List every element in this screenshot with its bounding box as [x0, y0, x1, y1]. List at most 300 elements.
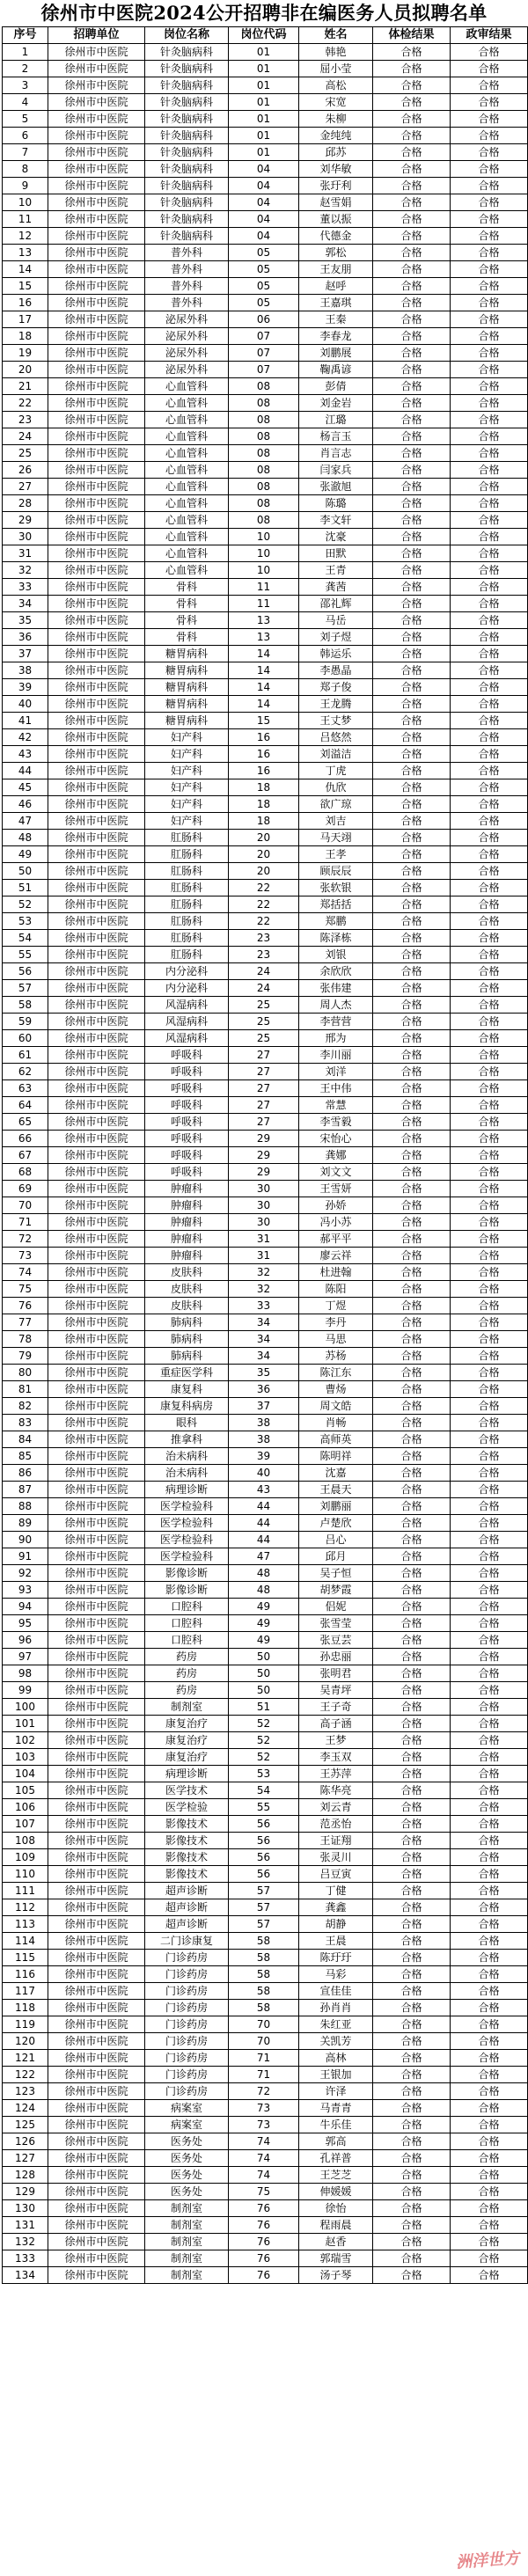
cell-political-result: 合格	[451, 2100, 528, 2117]
cell-position-name: 泌尿外科	[145, 328, 229, 345]
table-row	[3, 980, 528, 997]
cell-medical-result: 合格	[373, 1933, 451, 1950]
cell-political-result: 合格	[451, 1264, 528, 1281]
cell-political-result: 合格	[451, 1933, 528, 1950]
cell-position-name: 肺病科	[145, 1314, 229, 1331]
cell-medical-result: 合格	[373, 1548, 451, 1565]
cell-unit: 徐州市中医院	[48, 61, 145, 77]
cell-position-name: 治未病科	[145, 1465, 229, 1482]
cell-position-name: 医务处	[145, 2133, 229, 2150]
table-row	[3, 44, 528, 61]
cell-index: 91	[3, 1548, 48, 1565]
cell-position-name: 妇产科	[145, 746, 229, 763]
table-row	[3, 1248, 528, 1264]
table-row	[3, 1615, 528, 1632]
table-row	[3, 428, 528, 445]
header-position-code: 岗位代码	[229, 27, 299, 44]
cell-position-name: 口腔科	[145, 1599, 229, 1615]
cell-position-code: 38	[229, 1415, 299, 1431]
cell-name: 郑括括	[299, 896, 373, 913]
cell-index: 105	[3, 1782, 48, 1799]
cell-medical-result: 合格	[373, 2050, 451, 2067]
cell-name: 郝平平	[299, 1231, 373, 1248]
cell-unit: 徐州市中医院	[48, 111, 145, 128]
cell-index: 109	[3, 1849, 48, 1866]
cell-index: 115	[3, 1950, 48, 1966]
cell-unit: 徐州市中医院	[48, 1331, 145, 1348]
cell-medical-result: 合格	[373, 2016, 451, 2033]
cell-political-result: 合格	[451, 729, 528, 746]
cell-unit: 徐州市中医院	[48, 178, 145, 194]
cell-medical-result: 合格	[373, 562, 451, 579]
cell-position-name: 制剂室	[145, 1699, 229, 1716]
cell-index: 81	[3, 1381, 48, 1398]
cell-medical-result: 合格	[373, 1465, 451, 1482]
cell-index: 1	[3, 44, 48, 61]
cell-medical-result: 合格	[373, 1064, 451, 1080]
table-row	[3, 2033, 528, 2050]
cell-political-result: 合格	[451, 311, 528, 328]
cell-unit: 徐州市中医院	[48, 813, 145, 830]
cell-position-code: 56	[229, 1816, 299, 1833]
cell-position-name: 针灸脑病科	[145, 128, 229, 144]
cell-position-name: 心血管科	[145, 479, 229, 495]
cell-unit: 徐州市中医院	[48, 930, 145, 947]
cell-unit: 徐州市中医院	[48, 796, 145, 813]
cell-name: 王孝	[299, 846, 373, 863]
cell-index: 10	[3, 194, 48, 211]
cell-name: 丁健	[299, 1883, 373, 1899]
table-row	[3, 1231, 528, 1248]
cell-unit: 徐州市中医院	[48, 1314, 145, 1331]
cell-political-result: 合格	[451, 1181, 528, 1197]
cell-medical-result: 合格	[373, 2167, 451, 2184]
cell-unit: 徐州市中医院	[48, 729, 145, 746]
cell-political-result: 合格	[451, 1047, 528, 1064]
cell-index: 12	[3, 228, 48, 245]
cell-position-code: 72	[229, 2083, 299, 2100]
cell-political-result: 合格	[451, 1331, 528, 1348]
cell-unit: 徐州市中医院	[48, 1983, 145, 2000]
cell-name: 王晨	[299, 1933, 373, 1950]
cell-position-code: 76	[229, 2217, 299, 2234]
cell-position-code: 07	[229, 345, 299, 362]
cell-political-result: 合格	[451, 1782, 528, 1799]
cell-political-result: 合格	[451, 612, 528, 629]
cell-political-result: 合格	[451, 2033, 528, 2050]
cell-name: 张雪莹	[299, 1615, 373, 1632]
cell-index: 107	[3, 1816, 48, 1833]
cell-position-name: 针灸脑病科	[145, 178, 229, 194]
cell-position-name: 制剂室	[145, 2267, 229, 2284]
cell-political-result: 合格	[451, 211, 528, 228]
cell-name: 闫家兵	[299, 462, 373, 479]
cell-name: 余欣欣	[299, 963, 373, 980]
cell-position-code: 04	[229, 228, 299, 245]
cell-medical-result: 合格	[373, 612, 451, 629]
cell-medical-result: 合格	[373, 1314, 451, 1331]
cell-name: 仇欣	[299, 779, 373, 796]
cell-name: 龚娜	[299, 1147, 373, 1164]
cell-name: 王友朋	[299, 261, 373, 278]
table-row	[3, 2250, 528, 2267]
table-row	[3, 378, 528, 395]
cell-index: 42	[3, 729, 48, 746]
cell-unit: 徐州市中医院	[48, 245, 145, 261]
cell-position-name: 呼吸科	[145, 1147, 229, 1164]
header-unit: 招聘单位	[48, 27, 145, 44]
table-row	[3, 345, 528, 362]
cell-unit: 徐州市中医院	[48, 1649, 145, 1665]
table-row	[3, 1131, 528, 1147]
cell-political-result: 合格	[451, 479, 528, 495]
cell-index: 94	[3, 1599, 48, 1615]
cell-unit: 徐州市中医院	[48, 1064, 145, 1080]
cell-index: 17	[3, 311, 48, 328]
cell-medical-result: 合格	[373, 1749, 451, 1766]
cell-position-name: 肺病科	[145, 1331, 229, 1348]
cell-medical-result: 合格	[373, 111, 451, 128]
cell-political-result: 合格	[451, 1197, 528, 1214]
cell-index: 99	[3, 1682, 48, 1699]
table-row	[3, 1933, 528, 1950]
cell-unit: 徐州市中医院	[48, 1482, 145, 1498]
cell-unit: 徐州市中医院	[48, 997, 145, 1014]
cell-medical-result: 合格	[373, 1983, 451, 2000]
cell-medical-result: 合格	[373, 947, 451, 963]
cell-medical-result: 合格	[373, 1849, 451, 1866]
cell-unit: 徐州市中医院	[48, 1565, 145, 1582]
cell-position-name: 呼吸科	[145, 1114, 229, 1131]
table-row	[3, 2200, 528, 2217]
cell-political-result: 合格	[451, 412, 528, 428]
cell-unit: 徐州市中医院	[48, 1381, 145, 1398]
cell-position-name: 糖胃病科	[145, 696, 229, 713]
cell-index: 35	[3, 612, 48, 629]
cell-position-code: 04	[229, 194, 299, 211]
cell-position-name: 影像诊断	[145, 1582, 229, 1599]
cell-unit: 徐州市中医院	[48, 462, 145, 479]
cell-position-code: 13	[229, 612, 299, 629]
table-row	[3, 1164, 528, 1181]
cell-name: 宣佳佳	[299, 1983, 373, 2000]
cell-position-name: 骨科	[145, 629, 229, 646]
cell-name: 邢为	[299, 1030, 373, 1047]
cell-medical-result: 合格	[373, 779, 451, 796]
cell-index: 11	[3, 211, 48, 228]
cell-name: 李春龙	[299, 328, 373, 345]
cell-position-code: 58	[229, 2000, 299, 2016]
cell-position-code: 75	[229, 2184, 299, 2200]
cell-name: 郭瑞雪	[299, 2250, 373, 2267]
cell-name: 刘吉	[299, 813, 373, 830]
table-row	[3, 228, 528, 245]
cell-medical-result: 合格	[373, 1365, 451, 1381]
cell-unit: 徐州市中医院	[48, 1766, 145, 1782]
cell-medical-result: 合格	[373, 1816, 451, 1833]
cell-unit: 徐州市中医院	[48, 144, 145, 161]
cell-position-name: 针灸脑病科	[145, 144, 229, 161]
cell-position-name: 门诊药房	[145, 2000, 229, 2016]
cell-position-code: 10	[229, 545, 299, 562]
cell-index: 73	[3, 1248, 48, 1264]
cell-position-name: 医学技术	[145, 1782, 229, 1799]
header-medical-result: 体检结果	[373, 27, 451, 44]
cell-position-name: 口腔科	[145, 1615, 229, 1632]
cell-position-code: 56	[229, 1833, 299, 1849]
table-body	[3, 44, 528, 2284]
cell-unit: 徐州市中医院	[48, 94, 145, 111]
cell-political-result: 合格	[451, 1214, 528, 1231]
cell-name: 郑鹏	[299, 913, 373, 930]
cell-position-name: 皮肤科	[145, 1281, 229, 1298]
cell-index: 104	[3, 1766, 48, 1782]
cell-unit: 徐州市中医院	[48, 345, 145, 362]
cell-name: 曹炀	[299, 1381, 373, 1398]
cell-index: 68	[3, 1164, 48, 1181]
cell-unit: 徐州市中医院	[48, 1816, 145, 1833]
cell-position-code: 31	[229, 1248, 299, 1264]
cell-position-name: 心血管科	[145, 529, 229, 545]
cell-position-code: 29	[229, 1131, 299, 1147]
cell-unit: 徐州市中医院	[48, 646, 145, 662]
cell-unit: 徐州市中医院	[48, 445, 145, 462]
cell-index: 19	[3, 345, 48, 362]
cell-medical-result: 合格	[373, 1833, 451, 1849]
table-row	[3, 1699, 528, 1716]
cell-name: 吕悠然	[299, 729, 373, 746]
table-row	[3, 562, 528, 579]
cell-medical-result: 合格	[373, 1331, 451, 1348]
cell-position-code: 14	[229, 679, 299, 696]
table-row	[3, 1782, 528, 1799]
cell-index: 76	[3, 1298, 48, 1314]
cell-position-code: 20	[229, 863, 299, 880]
cell-political-result: 合格	[451, 1899, 528, 1916]
cell-unit: 徐州市中医院	[48, 1699, 145, 1716]
cell-position-code: 13	[229, 629, 299, 646]
table-row	[3, 1014, 528, 1030]
cell-position-name: 医学检验科	[145, 1532, 229, 1548]
cell-medical-result: 合格	[373, 545, 451, 562]
cell-political-result: 合格	[451, 1114, 528, 1131]
cell-unit: 徐州市中医院	[48, 1181, 145, 1197]
cell-political-result: 合格	[451, 696, 528, 713]
table-header-row	[3, 27, 528, 44]
table-row	[3, 395, 528, 412]
cell-political-result: 合格	[451, 261, 528, 278]
cell-political-result: 合格	[451, 1983, 528, 2000]
cell-medical-result: 合格	[373, 830, 451, 846]
cell-medical-result: 合格	[373, 94, 451, 111]
cell-name: 常慧	[299, 1097, 373, 1114]
cell-unit: 徐州市中医院	[48, 913, 145, 930]
cell-position-name: 超声诊断	[145, 1899, 229, 1916]
cell-position-name: 门诊药房	[145, 1983, 229, 2000]
cell-unit: 徐州市中医院	[48, 328, 145, 345]
cell-name: 龚茜	[299, 579, 373, 596]
table-row	[3, 495, 528, 512]
cell-index: 78	[3, 1331, 48, 1348]
table-row	[3, 245, 528, 261]
cell-position-code: 05	[229, 245, 299, 261]
cell-unit: 徐州市中医院	[48, 44, 145, 61]
cell-medical-result: 合格	[373, 2184, 451, 2200]
cell-position-name: 骨科	[145, 579, 229, 596]
cell-unit: 徐州市中医院	[48, 1014, 145, 1030]
cell-name: 王银加	[299, 2067, 373, 2083]
cell-position-code: 36	[229, 1381, 299, 1398]
cell-medical-result: 合格	[373, 1231, 451, 1248]
cell-political-result: 合格	[451, 2000, 528, 2016]
cell-position-code: 58	[229, 1950, 299, 1966]
table-row	[3, 779, 528, 796]
cell-position-name: 肿瘤科	[145, 1214, 229, 1231]
cell-political-result: 合格	[451, 880, 528, 896]
cell-unit: 徐州市中医院	[48, 1131, 145, 1147]
cell-position-name: 妇产科	[145, 729, 229, 746]
cell-political-result: 合格	[451, 1465, 528, 1482]
table-row	[3, 328, 528, 345]
table-row	[3, 1833, 528, 1849]
cell-unit: 徐州市中医院	[48, 228, 145, 245]
cell-unit: 徐州市中医院	[48, 1431, 145, 1448]
cell-position-code: 14	[229, 662, 299, 679]
cell-unit: 徐州市中医院	[48, 2083, 145, 2100]
table-row	[3, 1431, 528, 1448]
cell-position-name: 肺病科	[145, 1348, 229, 1365]
table-row	[3, 1314, 528, 1331]
cell-unit: 徐州市中医院	[48, 896, 145, 913]
cell-position-name: 医学检验	[145, 1799, 229, 1816]
cell-position-name: 影像技术	[145, 1866, 229, 1883]
cell-unit: 徐州市中医院	[48, 947, 145, 963]
cell-index: 36	[3, 629, 48, 646]
cell-political-result: 合格	[451, 1916, 528, 1933]
cell-name: 马青青	[299, 2100, 373, 2117]
table-row	[3, 211, 528, 228]
cell-index: 7	[3, 144, 48, 161]
cell-position-code: 56	[229, 1866, 299, 1883]
cell-name: 杨言玉	[299, 428, 373, 445]
cell-unit: 徐州市中医院	[48, 1281, 145, 1298]
cell-position-code: 01	[229, 77, 299, 94]
cell-index: 86	[3, 1465, 48, 1482]
cell-position-name: 超声诊断	[145, 1883, 229, 1899]
cell-unit: 徐州市中医院	[48, 512, 145, 529]
cell-medical-result: 合格	[373, 328, 451, 345]
cell-position-code: 32	[229, 1281, 299, 1298]
table-row	[3, 1348, 528, 1365]
cell-unit: 徐州市中医院	[48, 629, 145, 646]
cell-position-code: 25	[229, 1014, 299, 1030]
cell-index: 74	[3, 1264, 48, 1281]
cell-position-name: 重症医学科	[145, 1365, 229, 1381]
cell-index: 103	[3, 1749, 48, 1766]
cell-political-result: 合格	[451, 2150, 528, 2167]
cell-index: 125	[3, 2117, 48, 2133]
cell-name: 刘文文	[299, 1164, 373, 1181]
table-row	[3, 913, 528, 930]
cell-unit: 徐州市中医院	[48, 846, 145, 863]
table-row	[3, 111, 528, 128]
cell-position-name: 肛肠科	[145, 880, 229, 896]
cell-index: 49	[3, 846, 48, 863]
table-row	[3, 1197, 528, 1214]
table-row	[3, 1599, 528, 1615]
cell-unit: 徐州市中医院	[48, 211, 145, 228]
cell-position-name: 心血管科	[145, 562, 229, 579]
cell-index: 95	[3, 1615, 48, 1632]
cell-position-code: 27	[229, 1097, 299, 1114]
cell-index: 98	[3, 1665, 48, 1682]
cell-unit: 徐州市中医院	[48, 1197, 145, 1214]
cell-position-code: 30	[229, 1197, 299, 1214]
cell-unit: 徐州市中医院	[48, 1950, 145, 1966]
cell-unit: 徐州市中医院	[48, 545, 145, 562]
cell-index: 114	[3, 1933, 48, 1950]
cell-index: 67	[3, 1147, 48, 1164]
cell-index: 82	[3, 1398, 48, 1415]
cell-unit: 徐州市中医院	[48, 1916, 145, 1933]
table-row	[3, 1632, 528, 1649]
cell-position-name: 普外科	[145, 278, 229, 295]
cell-position-name: 医务处	[145, 2184, 229, 2200]
cell-position-name: 心血管科	[145, 445, 229, 462]
cell-name: 肖畅	[299, 1415, 373, 1431]
cell-unit: 徐州市中医院	[48, 1348, 145, 1365]
cell-unit: 徐州市中医院	[48, 495, 145, 512]
cell-position-code: 53	[229, 1766, 299, 1782]
cell-position-name: 针灸脑病科	[145, 61, 229, 77]
cell-political-result: 合格	[451, 2234, 528, 2250]
cell-political-result: 合格	[451, 278, 528, 295]
cell-index: 29	[3, 512, 48, 529]
cell-unit: 徐州市中医院	[48, 1448, 145, 1465]
cell-medical-result: 合格	[373, 311, 451, 328]
cell-position-name: 心血管科	[145, 395, 229, 412]
cell-position-code: 06	[229, 311, 299, 328]
cell-political-result: 合格	[451, 1565, 528, 1582]
table-row	[3, 612, 528, 629]
cell-name: 范丞怡	[299, 1816, 373, 1833]
cell-name: 沈豪	[299, 529, 373, 545]
table-row	[3, 746, 528, 763]
cell-index: 40	[3, 696, 48, 713]
cell-position-code: 05	[229, 278, 299, 295]
cell-political-result: 合格	[451, 1582, 528, 1599]
cell-position-name: 门诊药房	[145, 2016, 229, 2033]
page-title: 徐州市中医院2024公开招聘非在编医务人员拟聘名单	[40, 2, 488, 24]
cell-name: 周人杰	[299, 997, 373, 1014]
cell-name: 李营营	[299, 1014, 373, 1030]
cell-name: 龚鑫	[299, 1899, 373, 1916]
table-row	[3, 2150, 528, 2167]
cell-political-result: 合格	[451, 1381, 528, 1398]
cell-medical-result: 合格	[373, 1248, 451, 1264]
cell-index: 117	[3, 1983, 48, 2000]
table-row	[3, 997, 528, 1014]
cell-index: 6	[3, 128, 48, 144]
table-row	[3, 1365, 528, 1381]
cell-name: 江璐	[299, 412, 373, 428]
cell-political-result: 合格	[451, 763, 528, 779]
cell-unit: 徐州市中医院	[48, 2133, 145, 2150]
cell-political-result: 合格	[451, 1766, 528, 1782]
cell-political-result: 合格	[451, 462, 528, 479]
cell-index: 124	[3, 2100, 48, 2117]
cell-position-name: 皮肤科	[145, 1298, 229, 1314]
